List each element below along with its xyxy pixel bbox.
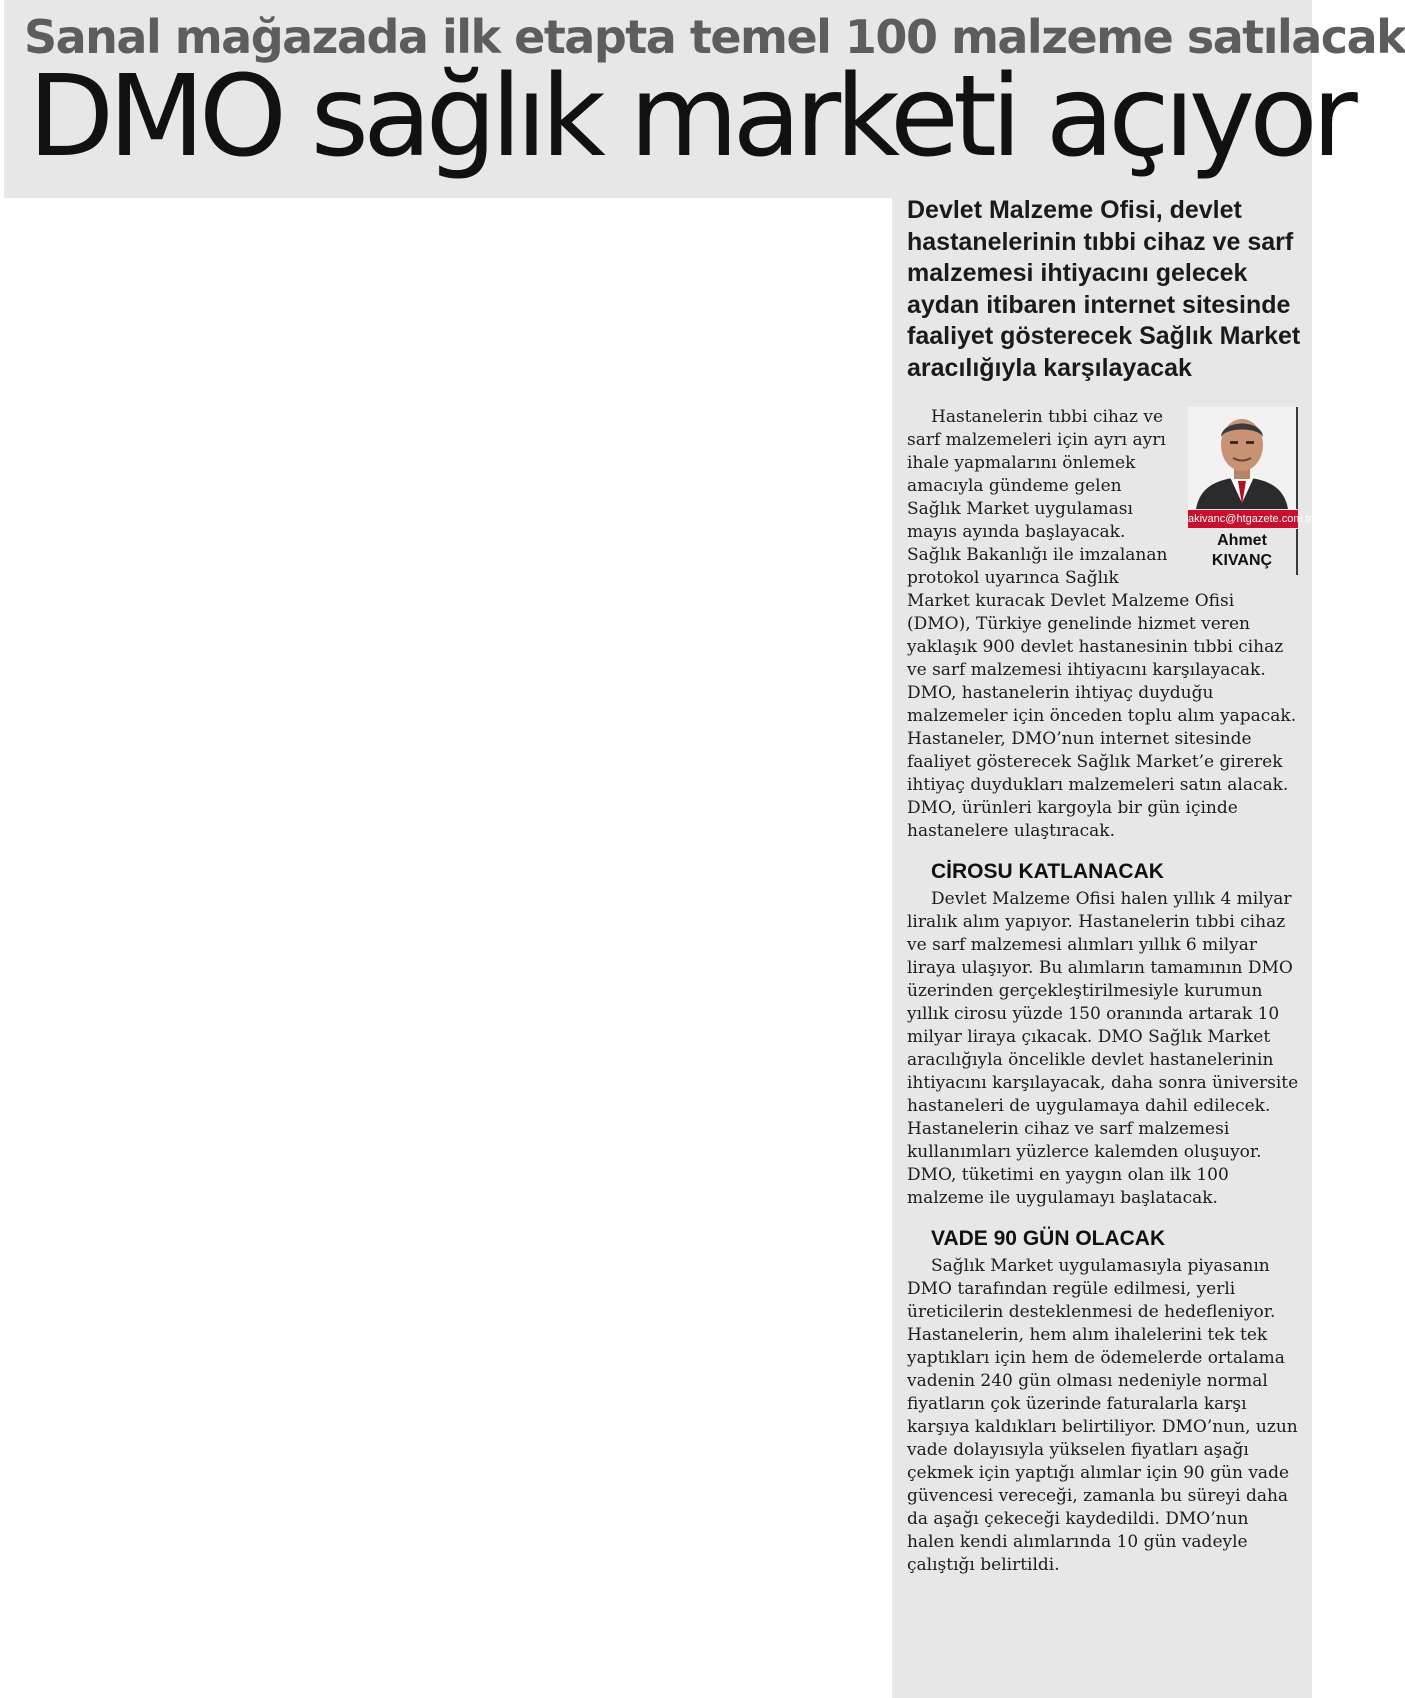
kicker: Sanal mağazada ilk etapta temel 100 malzeme satılacak	[24, 10, 1405, 64]
author-last-name: KIVANÇ	[1211, 552, 1273, 569]
section-body-ciro: Devlet Malzeme Ofisi halen yıllık 4 milyar liralık alım yapıyor. Hastanelerin tıbbi cihaz ve sarf malzemesi alımları yıllık 6 milyar liraya ulaşıyor. Bu alımların tamamının DMO üzerinden gerçekleştirilmesiyle kurumun yıllık cirosu yüzde 150 oranında artarak 10 milyar liraya çıkacak. DMO Sağlık Market aracılığıyla öncelikle devlet hastanelerinin ihtiyacını karşılayacak, daha sonra üniversite hastaneleri de uygulamaya dahil edilecek. Hastanelerin cihaz ve sarf malzemesi kullanımları yüzlerce kalemden oluşuyor. DMO, tüketimi en yaygın olan ilk 100 malzeme ile uygulamayı başlatacak.	[907, 889, 1299, 1208]
article-body	[907, 406, 1299, 1577]
page-title: DMO sağlık marketi açıyor	[28, 52, 1352, 182]
article-intro: Hastanelerin tıbbi cihaz ve sarf malzemeleri için ayrı ayrı ihale yapmalarını önlemek amacıyla gündeme gelen Sağlık Market uygulaması mayıs ayında başlayacak. Sağlık Bakanlığı ile imzalanan protokol uyarınca Sağlık Market kuracak Devlet Malzeme Ofisi (DMO), Türkiye genelinde hizmet veren yaklaşık 900 devlet hastanesinin tıbbi cihaz ve sarf malzemesi ihtiyacını karşılayacak. DMO, hastanelerin ihtiyaç duyduğu malzemeler için önceden toplu alım yapacak. Hastaneler, DMO’nun internet sitesinde faaliyet gösterecek Sağlık Market’e girerek ihtiyaç duydukları malzemeleri satın alacak. DMO, ürünleri kargoyla bir gün içinde hastanelere ulaştıracak.	[907, 407, 1297, 841]
section-body-vade: Sağlık Market uygulamasıyla piyasanın DMO tarafından regüle edilmesi, yerli üreticilerin desteklenmesi de hedefleniyor. Hastanelerin, hem alım ihalelerini tek tek yaptıkları için hem de ödemelerde ortalama vadenin 240 gün olması nedeniyle normal fiyatların çok üzerinde faturalarla karşı karşıya kaldıkları belirtiliyor. DMO’nun, uzun vade dolayısıyla yükselen fiyatları aşağı çekmek için yaptığı alımlar için 90 gün vade güvencesi vereceği, zamanla bu süreyi daha da aşağı çekeceği kaydedildi. DMO’nun halen kendi alımlarında 10 gün vadeyle çalıştığı belirtildi.	[907, 1256, 1298, 1575]
section-heading-vade: VADE 90 GÜN OLACAK	[931, 1227, 1166, 1250]
byline-spacer	[1177, 406, 1299, 576]
deck-summary: Devlet Malzeme Ofisi, devlet hastanelerinin tıbbi cihaz ve sarf malzemesi ihtiyacını gelecek aydan itibaren internet sitesinde faaliyet gösterecek Sağlık Market aracılığıyla karşılayacak	[907, 196, 1301, 382]
author-first-name: Ahmet	[1217, 532, 1267, 549]
author-email: akivanc@htgazete.com.tr	[1188, 510, 1298, 528]
section-heading-ciro: CİROSU KATLANACAK	[931, 860, 1164, 883]
